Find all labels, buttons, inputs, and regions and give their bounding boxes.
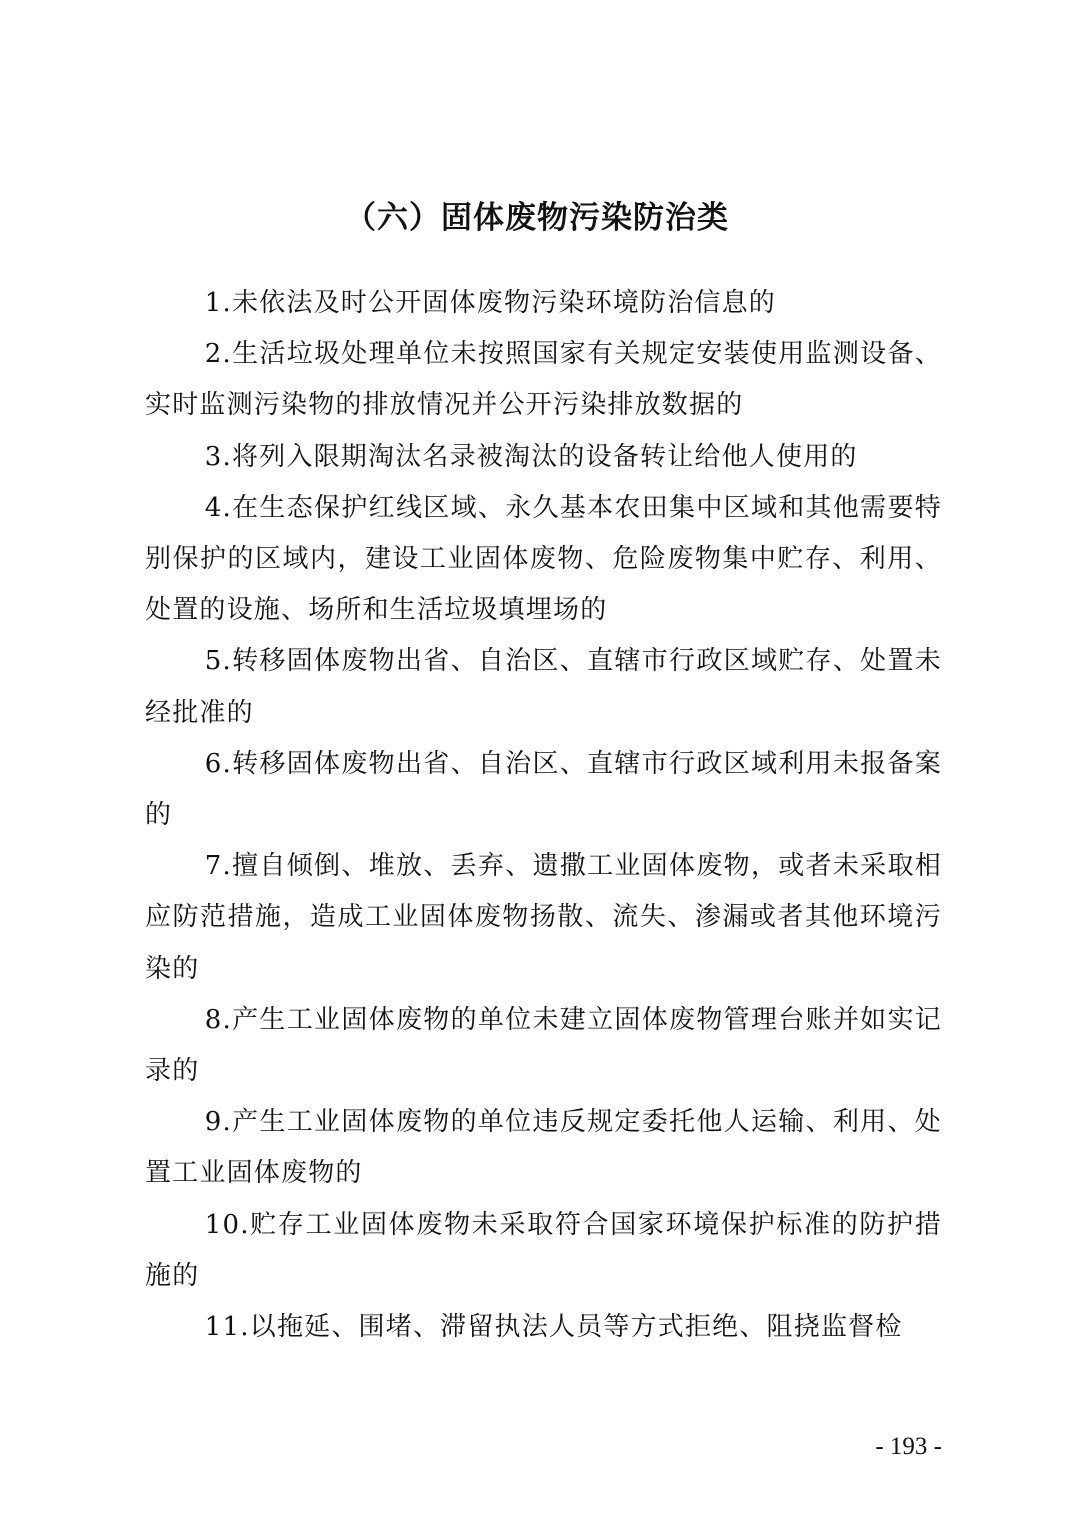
list-item: 1.未依法及时公开固体废物污染环境防治信息的 bbox=[204, 288, 777, 318]
item-list bbox=[145, 278, 942, 1353]
list-item: 7.擅自倾倒、堆放、丢弃、遗撒工业固体废物，或者未采取相应防范措施，造成工业固体废物扬散、流失、渗漏或者其他环境污染的 bbox=[145, 851, 942, 984]
list-item: 5.转移固体废物出省、自治区、直辖市行政区域贮存、处置未经批准的 bbox=[145, 646, 942, 728]
page-number: - 193 - bbox=[875, 1433, 942, 1460]
list-item: 6.转移固体废物出省、自治区、直辖市行政区域利用未报备案的 bbox=[145, 748, 942, 831]
list-item: 11.以拖延、围堵、滞留执法人员等方式拒绝、阻挠监督检 bbox=[204, 1312, 903, 1343]
list-item: 9.产生工业固体废物的单位违反规定委托他人运输、利用、处置工业固体废物的 bbox=[145, 1107, 942, 1189]
list-item: 8.产生工业固体废物的单位未建立固体废物管理台账并如实记录的 bbox=[145, 1004, 942, 1087]
list-item: 10.贮存工业固体废物未采取符合国家环境保护标准的防护措施的 bbox=[145, 1209, 942, 1291]
list-item: 3.将列入限期淘汰名录被淘汰的设备转让给他人使用的 bbox=[204, 441, 858, 472]
list-item: 4.在生态保护红线区域、永久基本农田集中区域和其他需要特别保护的区域内，建设工业固体废物、危险废物集中贮存、利用、处置的设施、场所和生活垃圾填埋场的 bbox=[145, 492, 942, 626]
section-title: （六）固体废物污染防治类 bbox=[345, 200, 729, 236]
list-item: 2.生活垃圾处理单位未按照国家有关规定安装使用监测设备、实时监测污染物的排放情况并公开污染排放数据的 bbox=[145, 339, 942, 421]
